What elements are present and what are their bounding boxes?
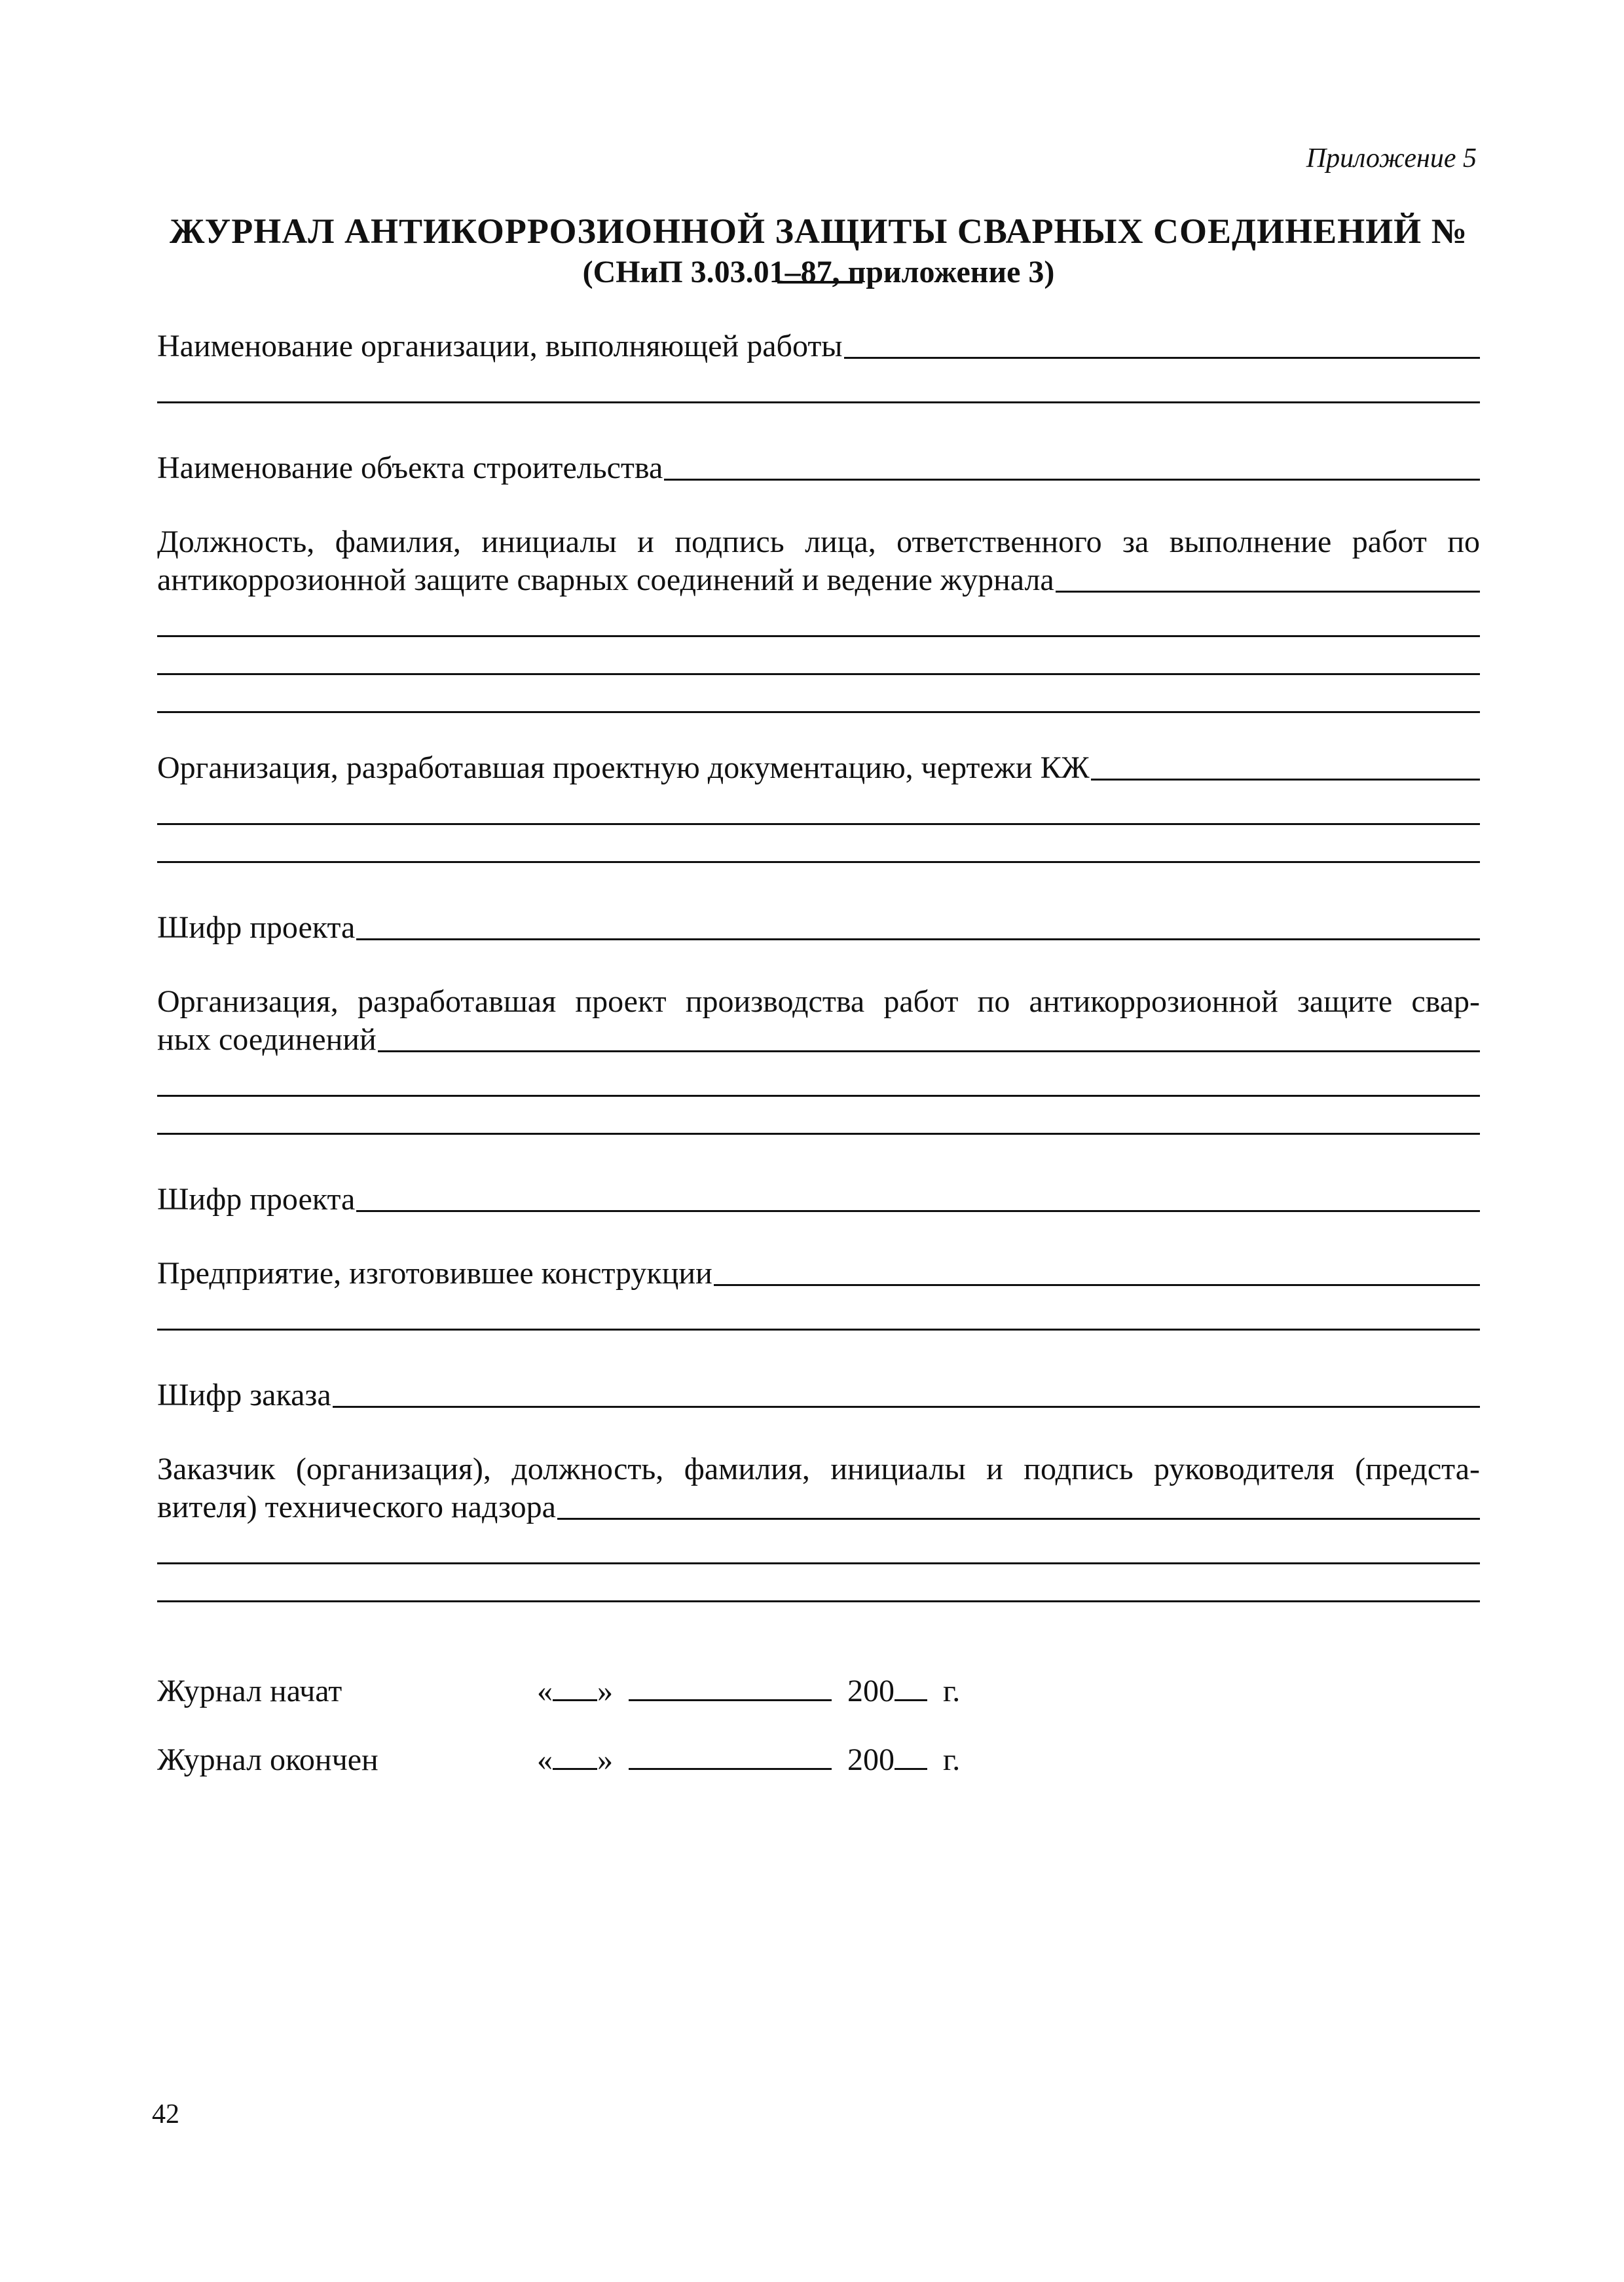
journal-started-row bbox=[157, 1673, 1074, 1712]
quote-open: « bbox=[537, 1674, 553, 1708]
field-design-org-extra-line-2[interactable] bbox=[157, 825, 1480, 863]
field-design-org bbox=[157, 749, 1480, 787]
field-object-name-line[interactable] bbox=[664, 479, 1480, 481]
field-design-org-line[interactable] bbox=[1091, 779, 1480, 781]
year-suffix: г. bbox=[943, 1742, 961, 1777]
journal-ended-label: Журнал окончен bbox=[157, 1742, 378, 1777]
field-responsible-label-line1: Должность, фамилия, инициалы и подпись лица, ответственного за выполнение работ по bbox=[157, 524, 1480, 559]
field-responsible-label-line2: антикоррозионной защите сварных соединений и ведение журнала bbox=[157, 562, 1054, 597]
journal-ended-day-blank[interactable] bbox=[553, 1742, 597, 1770]
journal-ended-month-blank[interactable] bbox=[629, 1742, 832, 1770]
field-ppr-org-extra-line-1[interactable] bbox=[157, 1059, 1480, 1097]
journal-started-date bbox=[537, 1673, 960, 1709]
appendix-label: Приложение 5 bbox=[1306, 143, 1477, 174]
field-project-code-2-label: Шифр проекта bbox=[157, 1182, 356, 1217]
field-responsible-line[interactable] bbox=[1056, 591, 1480, 593]
field-manufacturer-line[interactable] bbox=[714, 1284, 1480, 1286]
journal-subtitle: (СНиП 3.03.01–87, приложение 3) bbox=[582, 255, 1055, 289]
field-customer-line[interactable] bbox=[557, 1518, 1480, 1520]
field-customer-extra-line-1[interactable] bbox=[157, 1526, 1480, 1564]
field-customer-label-line2: вителя) технического надзора bbox=[157, 1490, 556, 1524]
field-organization-label: Наименование организации, выполняющей работы bbox=[157, 329, 843, 363]
field-order-code-line[interactable] bbox=[333, 1406, 1480, 1408]
field-manufacturer-label: Предприятие, изготовившее конструкции bbox=[157, 1256, 712, 1291]
field-ppr-org-label-line2: ных соединений bbox=[157, 1022, 377, 1057]
field-customer bbox=[157, 1488, 1480, 1526]
year-suffix: г. bbox=[943, 1674, 961, 1708]
quote-open: « bbox=[537, 1742, 553, 1777]
field-responsible bbox=[157, 561, 1480, 599]
field-organization bbox=[157, 327, 1480, 365]
field-project-code-1-line[interactable] bbox=[356, 938, 1480, 940]
journal-title-text: ЖУРНАЛ АНТИКОРРОЗИОННОЙ ЗАЩИТЫ СВАРНЫХ СОЕДИНЕНИЙ № bbox=[170, 212, 1467, 251]
field-responsible-extra-line-2[interactable] bbox=[157, 637, 1480, 675]
journal-started-year-blank[interactable] bbox=[895, 1673, 927, 1701]
journal-ended-year-blank[interactable] bbox=[895, 1742, 927, 1770]
field-order-code bbox=[157, 1376, 1480, 1414]
field-manufacturer bbox=[157, 1255, 1480, 1293]
field-design-org-extra-line-1[interactable] bbox=[157, 787, 1480, 825]
field-ppr-org-label-line1: Организация, разработавшая проект производства работ по антикоррозионной защите свар- bbox=[157, 984, 1480, 1019]
field-customer-extra-line-2[interactable] bbox=[157, 1564, 1480, 1602]
journal-ended-row bbox=[157, 1742, 1074, 1781]
field-project-code-2-line[interactable] bbox=[356, 1210, 1480, 1212]
field-responsible-extra-line-3[interactable] bbox=[157, 675, 1480, 713]
field-object-name-label: Наименование объекта строительства bbox=[157, 451, 663, 485]
page-number: 42 bbox=[152, 2099, 179, 2129]
journal-ended-date bbox=[537, 1742, 960, 1778]
field-responsible-extra-line-1[interactable] bbox=[157, 599, 1480, 637]
field-organization-line[interactable] bbox=[844, 357, 1480, 359]
field-order-code-label: Шифр заказа bbox=[157, 1378, 331, 1412]
field-organization-extra-line[interactable] bbox=[157, 365, 1480, 403]
year-prefix: 200 bbox=[847, 1742, 895, 1777]
field-project-code-2 bbox=[157, 1181, 1480, 1219]
field-ppr-org-line[interactable] bbox=[378, 1050, 1480, 1052]
journal-started-day-blank[interactable] bbox=[553, 1673, 597, 1701]
year-prefix: 200 bbox=[847, 1674, 895, 1708]
field-design-org-label: Организация, разработавшая проектную документацию, чертежи КЖ bbox=[157, 750, 1090, 785]
field-project-code-1-label: Шифр проекта bbox=[157, 910, 356, 945]
field-customer-label-line1: Заказчик (организация), должность, фамилия, инициалы и подпись руководителя (предста- bbox=[157, 1452, 1480, 1486]
field-manufacturer-extra-line[interactable] bbox=[157, 1293, 1480, 1331]
journal-started-month-blank[interactable] bbox=[629, 1673, 832, 1701]
journal-started-label: Журнал начат bbox=[157, 1674, 342, 1708]
quote-close: » bbox=[597, 1674, 613, 1708]
field-ppr-org bbox=[157, 1021, 1480, 1059]
form-body bbox=[157, 327, 1480, 1602]
quote-close: » bbox=[597, 1742, 613, 1777]
field-project-code-1 bbox=[157, 909, 1480, 947]
field-ppr-org-extra-line-2[interactable] bbox=[157, 1097, 1480, 1135]
field-object-name bbox=[157, 449, 1480, 487]
